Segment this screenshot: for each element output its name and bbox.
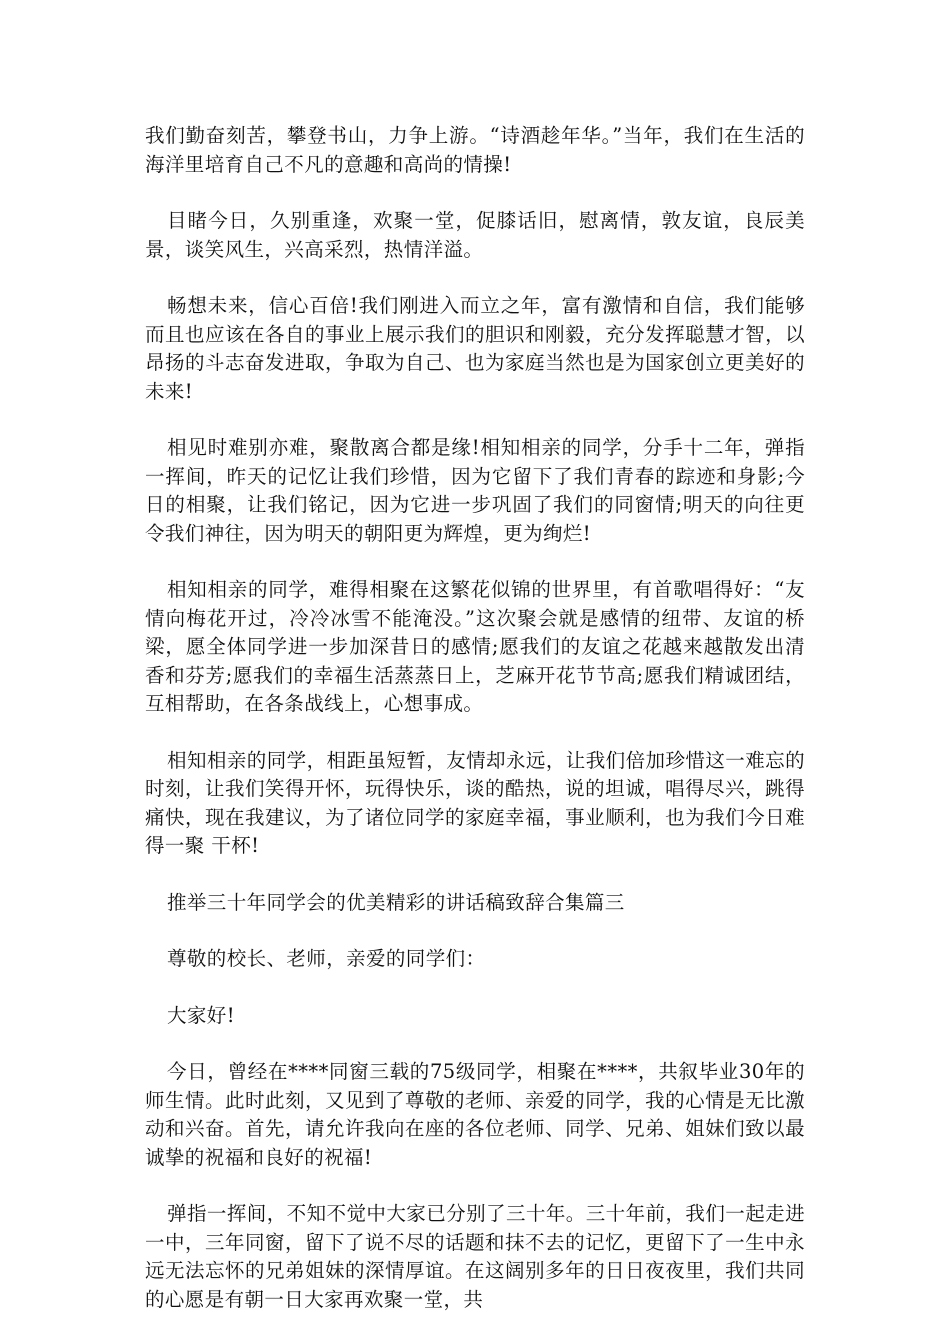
document-page [145,122,805,1342]
paragraph-7: 今日，曾经在****同窗三载的75级同学，相聚在****，共叙毕业30年的师生情。此时此刻，又见到了尊敬的老师、亲爱的同学，我的心情是无比激动和兴奋。首先，请允许我向在座的各位老师、同学、兄弟、姐妹们致以最诚挚的祝福和良好的祝福! [145,1060,805,1169]
paragraph-1: 我们勤奋刻苦，攀登书山，力争上游。“诗酒趁年华。”当年，我们在生活的海洋里培育自己不凡的意趣和高尚的情操! [145,124,805,176]
paragraph-3: 畅想未来，信心百倍!我们刚进入而立之年，富有激情和自信，我们能够而且也应该在各自的事业上展示我们的胆识和刚毅，充分发挥聪慧才智，以昂扬的斗志奋发进取，争取为自己、也为家庭当然也是为国家创立更美好的未来! [145,294,805,403]
paragraph-8: 弹指一挥间，不知不觉中大家已分别了三十年。三十年前，我们一起走进一中，三年同窗，留下了说不尽的话题和抹不去的记忆，更留下了一生中永远无法忘怀的兄弟姐妹的深情厚谊。在这阔别多年的日日夜夜里，我们共同的心愿是有朝一日大家再欢聚一堂，共 [145,1202,805,1311]
paragraph-5: 相知相亲的同学，难得相聚在这繁花似锦的世界里，有首歌唱得好：“友情向梅花开过，冷冷冰雪不能淹没。”这次聚会就是感情的纽带、友谊的桥梁，愿全体同学进一步加深昔日的感情;愿我们的友谊之花越来越散发出清香和芬芳;愿我们的幸福生活蒸蒸日上，芝麻开花节节高;愿我们精诚团结，互相帮助，在各条战线上，心想事成。 [145,578,805,715]
salutation: 尊敬的校长、老师，亲爱的同学们： [167,947,486,970]
paragraph-6: 相知相亲的同学，相距虽短暂，友情却永远，让我们倍加珍惜这一难忘的时刻，让我们笑得开怀，玩得快乐，谈的酷热，说的坦诚，唱得尽兴，跳得痛快，现在我建议，为了诸位同学的家庭幸福，事业顺利，也为我们今日难得一聚 干杯! [145,748,805,857]
greeting: 大家好! [167,1003,235,1027]
paragraph-2: 目睹今日，久别重逢，欢聚一堂，促膝话旧，慰离情，敦友谊，良辰美景，谈笑风生，兴高采烈，热情洋溢。 [145,209,805,261]
paragraph-4: 相见时难别亦难，聚散离合都是缘!相知相亲的同学，分手十二年，弹指一挥间，昨天的记忆让我们珍惜，因为它留下了我们青春的踪迹和身影;今日的相聚，让我们铭记，因为它进一步巩固了我们的同窗情;明天的向往更令我们神往，因为明天的朝阳更为辉煌，更为绚烂! [145,436,805,545]
section-title: 推举三十年同学会的优美精彩的讲话稿致辞合集篇三 [167,890,625,914]
